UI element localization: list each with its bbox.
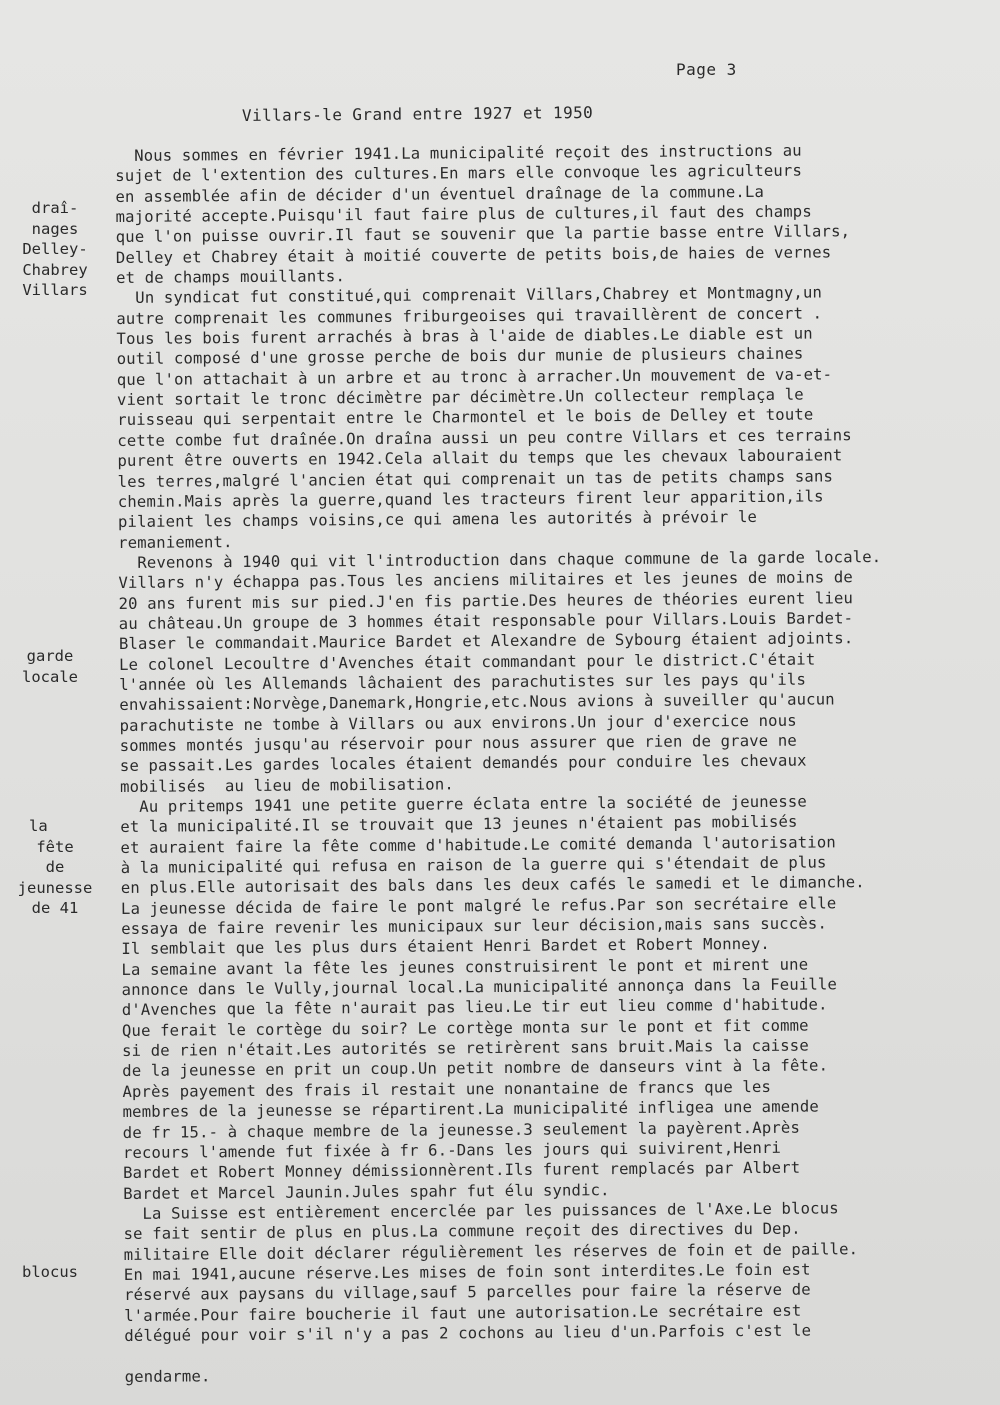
text-line: Il semblait que les plus durs étaient Henri Bardet et Robert Monney. [121, 935, 770, 959]
text-line: majorité accepte.Puisqu'il faut faire plus de cultures,il faut des champs [115, 202, 812, 227]
text-line: parachutiste ne tombe à Villars ou aux environs.Un jour d'exercice nous [119, 711, 797, 735]
text-line: Bardet et Marcel Jaunin.Jules spahr fut élu syndic. [123, 1180, 610, 1203]
text-line: Après payement des frais il restait une nonantaine de francs que les [122, 1077, 772, 1101]
margin-note-garde-locale [2, 646, 98, 687]
text-line: ruisseau qui serpentait entre le Charmontel et le bois de Delley et toute [117, 405, 814, 430]
text-line: pilaient les champs voisins,ce qui amena les autorités à prévoir le [117, 508, 758, 532]
text-line: remaniement. [118, 532, 233, 552]
text-line: délégué pour voir s'il n'y a pas 2 cochons au lieu d'un.Parfois c'est le [124, 1321, 812, 1345]
text-line: Villars n'y échappa pas.Tous les anciens militaires et les jeunes de moins de [118, 568, 853, 593]
text-line: 20 ans furent mis sur pied.J'en fis partie.Des heures de théories eurent lieu [118, 588, 854, 613]
text-line: gendarme. [124, 1366, 211, 1386]
text-line: que l'on puisse ouvrir.Il faut se souvenir que la partie basse entre Villars, [115, 222, 851, 247]
text-line: Que ferait le cortège du soir? Le cortège monta sur le pont et fit comme [121, 1016, 809, 1040]
margin-note-line: garde [26, 647, 74, 665]
text-line: Bardet et Robert Monney démissionnèrent.Ils furent remplacés par Albert [122, 1158, 801, 1183]
text-line: membres de la jeunesse se répartirent.La municipalité infligea une amende [122, 1097, 819, 1122]
margin-note-line: fête [36, 837, 74, 856]
text-line: de fr 15.- à chaque membre de la jeunesse.3 seulement la payèrent.Après [122, 1118, 801, 1142]
margin-note-line: Chabrey [22, 260, 88, 279]
text-line: Au pritemps 1941 une petite guerre éclata entre la société de jeunesse [120, 792, 808, 816]
text-line: l'armée.Pour faire boucherie il faut une autorisation.Le secrétaire est [124, 1301, 802, 1325]
text-line: chemin.Mais après la guerre,quand les tracteurs firent leur apparition,ils [117, 487, 824, 511]
margin-note-blocus [2, 1262, 98, 1283]
margin-note-line: Delley- [22, 240, 88, 258]
text-line: La Suisse est entièrement encerclée par les puissances de l'Axe.Le blocus [123, 1199, 839, 1223]
text-line: Delley et Chabrey était à moitié couverte de petits bois,de haies de vernes [115, 243, 832, 267]
text-line: outil composé d'une grosse perche de bois dur munie de plusieurs chaines [116, 345, 804, 369]
typed-body-text [115, 139, 1000, 1387]
margin-note-drainages [7, 198, 103, 301]
text-line: Le colonel Lecoultre d'Avenches était commandant pour le district.C'était [119, 650, 816, 674]
margin-note-line: la [29, 817, 48, 835]
margin-note-line: nages [31, 219, 79, 238]
text-line: de la jeunesse en prit un coup.Un petit nombre de danseurs vint à la fête. [122, 1056, 829, 1081]
text-line: essaya de faire revenir les municipaux sur leur décision,mais sans succès. [121, 914, 828, 939]
text-line: purent être ouverts en 1942.Cela allait du temps que les chevaux labouraient [117, 446, 843, 471]
text-line: au château.Un groupe de 3 hommes était responsable pour Villars.Louis Bardet- [118, 609, 854, 633]
margin-note-fete-jeunesse [7, 816, 103, 919]
margin-note-line: Villars [22, 281, 88, 299]
document-title: Villars-le Grand entre 1927 et 1950 [241, 102, 594, 125]
text-line: Nous sommes en février 1941.La municipalité reçoit des instructions au [115, 141, 802, 165]
text-line: et auraient faire la fête comme d'habitude.Le comité demanda l'autorisation [120, 833, 836, 857]
text-line: en plus.Elle autorisait des bals dans les deux cafés le samedi et le dimanche. [120, 873, 865, 898]
text-line: Tous les bois furent arrachés à bras à l'aide de diables.Le diable est un [116, 324, 813, 349]
text-line: en assemblée afin de décider d'un éventuel draînage de la commune.La [115, 182, 765, 206]
text-line: réservé aux paysans du village,sauf 5 parcelles pour faire la réserve de [123, 1280, 811, 1305]
text-line: mobilisés au lieu de mobilisation. [119, 775, 454, 796]
margin-note-line: de [45, 858, 65, 876]
text-line: envahissaient:Norvège,Danemark,Hongrie,etc.Nous avions à suveiller qu'aucun [119, 690, 835, 715]
text-line: Revenons à 1940 qui vit l'introduction dans chaque commune de la garde locale. [118, 547, 882, 572]
text-line: à la municipalité qui refusa en raison de la guerre qui s'étendait de plus [120, 853, 827, 878]
text-line: cette combe fut draînée.On draîna aussi un peu contre Villars et ces terrains [117, 426, 852, 450]
text-line: En mai 1941,aucune réserve.Les mises de foin sont interdites.Le foin est [123, 1260, 811, 1284]
page-number: Page 3 [676, 60, 737, 79]
margin-note-line: blocus [22, 1263, 78, 1281]
margin-note-line: de 41 [31, 899, 79, 917]
text-line: l'année où les Allemands lâchaient des parachutistes sur les pays qu'ils [119, 670, 807, 694]
text-line: si de rien n'était.Les autorités se retirèrent sans bruit.Mais la caisse [122, 1036, 809, 1061]
text-line: annonce dans le Vully,journal local.La municipalité annonça dans la Feuille [121, 975, 838, 1000]
text-line: Blaser le commandait.Maurice Bardet et Alexandre de Sybourg étaient adjoints. [118, 629, 854, 654]
text-line: Un syndicat fut constitué,qui comprenait Villars,Chabrey et Montmagny,un [116, 283, 823, 308]
text-line: que l'on attachait à un arbre et au tronc à arracher.Un mouvement de va-et- [116, 365, 833, 389]
text-line: La jeunesse décida de faire le pont malgré le refus.Par son secrétaire elle [120, 894, 837, 918]
text-line: et la municipalité.Il se trouvait que 13 jeunes n'étaient pas mobilisés [120, 813, 798, 837]
text-line: autre comprenait les communes friburgeoises qui travaillèrent de concert . [116, 304, 823, 328]
text-line: recours l'amende fut fixée à fr 6.-Dans les jours qui suivirent,Henri [122, 1138, 782, 1162]
text-line: d'Avenches que la fête n'aurait pas lieu.Le tir eut lieu comme d'habitude. [121, 995, 828, 1020]
text-line: se fait sentir de plus en plus.La commune reçoit des directives du Dep. [123, 1219, 801, 1244]
text-line: sommes montés jusqu'au réservoir pour nous assurer que rien de grave ne [119, 731, 797, 755]
text-line: La semaine avant la fête les jeunes construisirent le pont et mirent une [121, 955, 809, 979]
text-line: se passait.Les gardes locales étaient demandés pour conduire les chevaux [119, 751, 807, 776]
text-line: sujet de l'extention des cultures.En mars elle convoque les agriculteurs [115, 161, 803, 186]
text-line: les terres,malgré l'ancien état qui comprenait un tas de petits champs sans [117, 466, 834, 491]
text-line: militaire Elle doit déclarer régulièrement les réserves de foin et de paille. [123, 1239, 859, 1264]
text-line: vient sortait le tronc décimètre par décimètre.Un collecteur remplaça le [116, 385, 804, 410]
margin-note-line: jeunesse [17, 878, 93, 897]
margin-note-line: draî- [31, 199, 79, 217]
margin-note-line: locale [22, 667, 78, 686]
text-line: et de champs mouillants. [115, 267, 346, 288]
